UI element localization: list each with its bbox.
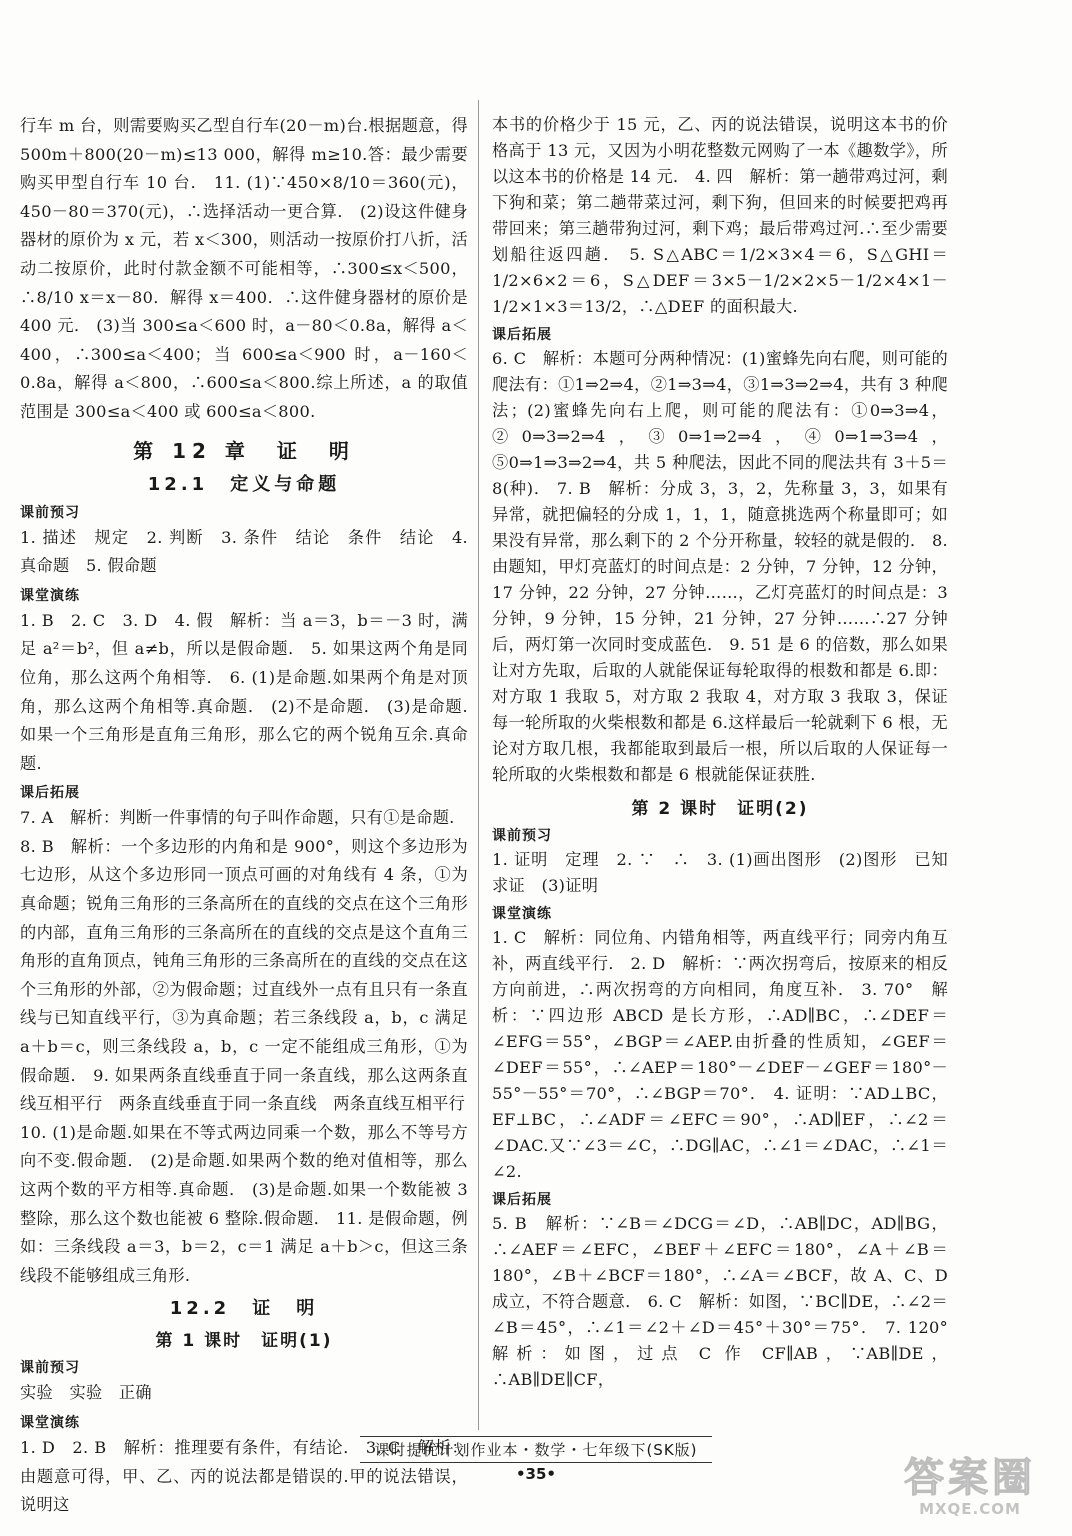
section-12-2-title: 12.2 证 明 [169,1298,319,1320]
lesson-2-extension-label: 课后拓展 [492,1192,552,1208]
extension-answer-10-11: 10. (1)是命题.如果在不等式两边同乘一个数，那么不等号方向不变.假命题． (2)是命题.如果两个数的绝对值相等，那么这两个数的平方相等.真命题． (3)是命题.如果一个数能被 3 整除，那么这个数也能被 6 整除.假命题． 11. 是假命题，例如：三条线段 a＝3，b＝2，c＝1 满足 a＋b＞c，但这三条线段不能够组成三角形. [20,1122,468,1285]
lesson-1-practice-answers: 1. D 2. B 解析：推理要有条件，有结论． 3. C 解析：由题意可得，甲、乙、丙的说法都是错误的.甲的说法错误，说明这 [20,1437,468,1515]
preview-answers: 1. 描述 规定 2. 判断 3. 条件 结论 条件 结论 4. 真命题 5. 假命题 [20,527,468,576]
column-divider [478,100,479,1430]
preview-label: 课前预习 [20,504,80,521]
extension-label-right: 课后拓展 [492,327,552,343]
extension-answer-8-9: 8. B 解析：一个多边形的内角和是 900°，则这个多边形为七边形，从这个多边形同一顶点可画的对角线有 4 条，①为真命题；锐角三角形的三条高所在的直线的交点在这个三角形的内部，直角三角形的三条高所在的直线的交点是这个直角三角形的直角顶点，钝角三角形的三条高所在的直线的交点在这个三角形的外部，②为假命题；过直线外一点有且只有一条直线与已知直线平行，③为真命题；若三条线段 a，b，c 满足 a＋b＝c，则三条线段 a，b，c 一定不能组成三角形，①为假命题． 9. 如果两条直线垂直于同一条直线，那么这两条直线互相平行 两条直线垂直于同一条直线 两条直线互相平行 [20,836,468,1114]
lesson-1-title: 第 1 课时 证明(1) [155,1331,333,1352]
watermark-logo [890,1456,1050,1522]
lesson-2-practice-label: 课堂演练 [492,906,552,922]
watermark-logo-text: 答案圈 [904,1455,1036,1501]
right-column [492,112,965,1393]
lesson-1-preview-answers: 实验 实验 正确 [20,1383,152,1403]
lesson-1-preview-label: 课前预习 [20,1360,80,1377]
extension-answers-right: 6. C 解析：本题可分两种情况：(1)蜜蜂先向右爬，则可能的爬法有：①1⇒2⇒4，②1⇒3⇒4，③1⇒3⇒2⇒4，共有 3 种爬法；(2)蜜蜂先向右上爬，则可能的爬法有：①0⇒3⇒4，②0⇒3⇒2⇒4，③0⇒1⇒2⇒4，④0⇒1⇒3⇒4，⑤0⇒1⇒3⇒2⇒4，共 5 种爬法，因此不同的爬法共有 3＋5＝8(种)． 7. B 解析：分成 3，3，2，先称量 3，3，如果有异常，就把偏轻的分成 1，1，1，随意挑选两个称量即可；如果没有异常，那么剩下的 2 个分开称量，较轻的就是假的． 8. 由题知，甲灯亮蓝灯的时间点是：2 分钟，7 分钟，12 分钟，17 分钟，22 分钟，27 分钟……，乙灯亮蓝灯的时间点是：3 分钟，9 分钟，15 分钟，21 分钟，27 分钟……∴27 分钟后，两灯第一次同时变成蓝色． 9. 51 是 6 的倍数，那么如果让对方先取，后取的人就能保证每轮取得的根数和都是 6.即：对方取 1 我取 5，对方取 2 我取 4，对方取 3 我取 3，保证每一轮所取的火柴根数和都是 6.这样最后一轮就剩下 6 根，无论对方取几根，我都能取到最后一根，所以后取的人保证每一轮所取的火柴根数和都是 6 根就能保证获胜. [492,349,949,784]
book-title: 课时提优计划作业本・数学・七年级下(SK版) [360,1436,711,1463]
extension-answer-7: 7. A 解析：判断一件事情的句子叫作命题，只有①是命题. [20,808,455,828]
practice-label: 课堂演练 [20,587,80,604]
lesson-2-preview-label: 课前预习 [492,828,552,844]
lesson-2-title: 第 2 课时 证明(2) [631,799,809,819]
lesson-2-preview-answers: 1. 证明 定理 2. ∵ ∴ 3. (1)画出图形 (2)图形 已知 求证 (3)证明 [492,850,965,895]
extension-label: 课后拓展 [20,785,80,802]
left-column [20,112,468,1520]
practice-answers: 1. B 2. C 3. D 4. 假 解析：当 a＝3，b＝－3 时，满足 a²＝b²，但 a≠b，所以是假命题． 5. 如果这两个角是同位角，那么这两个角相等． 6. (1)是命题.如果两个角是对顶角，那么这两个角相等.真命题． (2)不是命题． (3)是命题.如果一个三角形是直角三角形，那么它的两个锐角互余.真命题. [20,610,468,773]
section-12-1-title: 12.1 定义与命题 [147,473,341,495]
lesson-2-extension-answers: 5. B 解析：∵∠B＝∠DCG＝∠D，∴AB∥DC，AD∥BG，∴∠AEF＝∠EFC，∠BEF＋∠EFC＝180°，∠A＋∠B＝180°，∠B＋∠BCF＝180°，∴∠A＝∠BCF，故 A、C、D 成立，不符合题意． 6. C 解析：如图，∵BC∥DE，∴∠2＝∠B＝45°，∴∠1＝∠2＋∠D＝45°＋30°＝75°． 7. 120° 解析：如图，过点 C 作 CF∥AB，∵AB∥DE，∴AB∥DE∥CF， [492,1214,965,1389]
intro-paragraph: 行车 m 台，则需要购买乙型自行车(20－m)台.根据题意，得 500m＋800(20－m)≤13 000，解得 m≥10.答：最少需要购买甲型自行车 10 台． 11. (1)∵450×8/10＝360(元)，450－80＝370(元)，∴选择活动一更合算． (2)设这件健身器材的原价为 x 元，若 x＜300，则活动一按原价打八折，活动二按原价，此时付款金额不可能相等，∴300≤x＜500，∴8/10 x＝x－80．解得 x＝400．∴这件健身器材的原价是 400 元． (3)当 300≤a＜600 时，a－80＜0.8a，解得 a＜400，∴300≤a＜400；当 600≤a＜900 时，a－160＜0.8a，解得 a＜800，∴600≤a＜800.综上所述，a 的取值范围是 300≤a＜400 或 600≤a＜800. [20,116,468,421]
chapter-title: 第 12 章 证 明 [133,438,355,463]
page-number: •35• [515,1465,557,1483]
watermark-url: MXQE.COM [919,1500,1021,1518]
continued-answers: 本书的价格少于 15 元，乙、丙的说法错误，说明这本书的价格高于 13 元，又因为小明花整数元网购了一本《趣数学》，所以这本书的价格是 14 元． 4. 四 解析：第一趟带鸡过河，剩下狗和菜；第二趟带菜过河，剩下狗，但回来的时候要把鸡再带回来；第三趟带狗过河，剩下鸡；最后带鸡过河.∴至少需要划船往返四趟． 5. S△ABC＝1/2×3×4＝6，S△GHI＝1/2×6×2＝6，S△DEF＝3×5－1/2×2×5－1/2×4×1－1/2×1×3＝13/2，∴△DEF 的面积最大. [492,115,948,316]
lesson-1-practice-label: 课堂演练 [20,1414,80,1431]
lesson-2-practice-answers: 1. C 解析：同位角、内错角相等，两直线平行；同旁内角互补，两直线平行． 2. D 解析：∵两次拐弯后，按原来的相反方向前进，∴两次拐弯的方向相同，角度互补． 3. 70° 解析：∵四边形 ABCD 是长方形，∴AD∥BC，∴∠DEF＝∠EFG＝55°，∠BGP＝∠AEP.由折叠的性质知，∠GEF＝∠DEF＝55°，∴∠AEP＝180°－∠DEF－∠GEF＝180°－55°－55°＝70°，∴∠BGP＝70°． 4. 证明：∵AD⊥BC，EF⊥BC，∴∠ADF＝∠EFC＝90°，∴AD∥EF，∴∠2＝∠DAC.又∵∠3＝∠C，∴DG∥AC，∴∠1＝∠DAC，∴∠1＝∠2. [492,928,948,1181]
